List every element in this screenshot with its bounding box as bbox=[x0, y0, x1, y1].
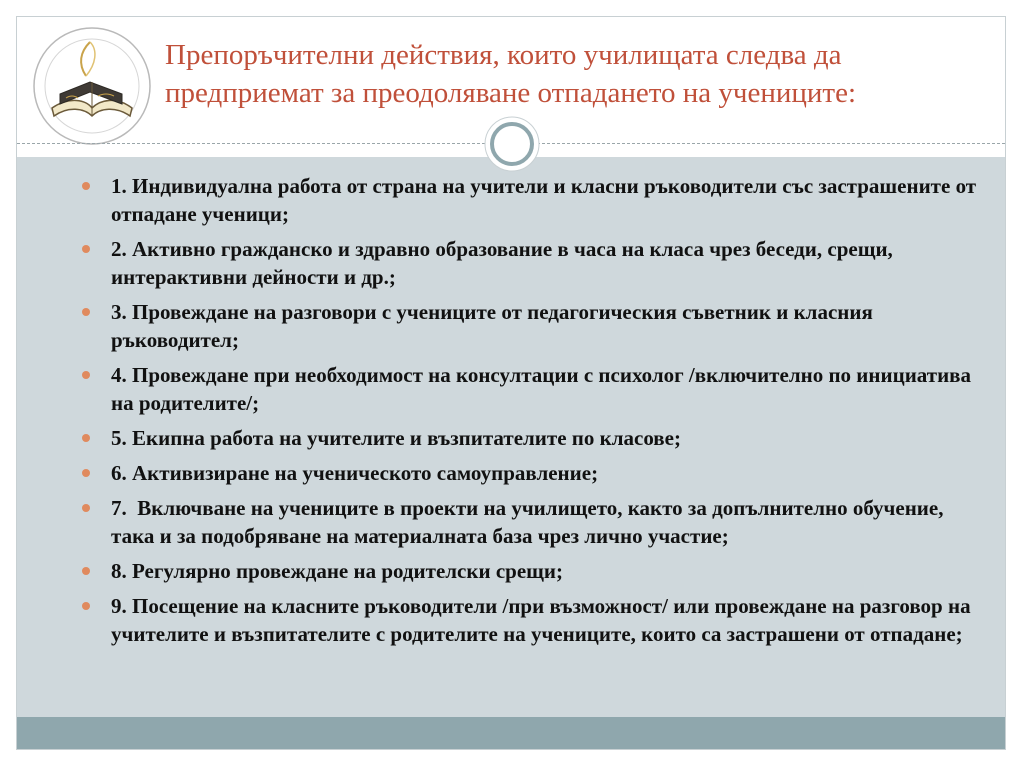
bullet-icon bbox=[82, 504, 90, 512]
bullet-icon bbox=[82, 308, 90, 316]
list-item-text: 3. Провеждане на разговори с учениците от педагогическия съветник и класния ръководител; bbox=[111, 300, 879, 352]
list-item-text: 7. Включване на учениците в проекти на училището, както за допълнително обучение, така и за подобряване на материалната база чрез лично участие; bbox=[111, 496, 949, 548]
list-item bbox=[82, 298, 982, 354]
ring-ornament-icon bbox=[484, 116, 540, 172]
action-list bbox=[82, 172, 982, 655]
list-item bbox=[82, 235, 982, 291]
list-item bbox=[82, 172, 982, 228]
bullet-icon bbox=[82, 469, 90, 477]
list-item bbox=[82, 459, 982, 487]
list-item bbox=[82, 494, 982, 550]
bullet-icon bbox=[82, 371, 90, 379]
list-item bbox=[82, 361, 982, 417]
slide-title: Препоръчителни действия, които училищата следва да предприемат за преодоляване отпадането на учениците: bbox=[165, 39, 857, 109]
list-item-text: 6. Активизиране на ученическото самоуправление; bbox=[111, 461, 599, 485]
list-item bbox=[82, 592, 982, 648]
list-item-text: 5. Екипна работа на учителите и възпитателите по класове; bbox=[111, 426, 681, 450]
bottom-band bbox=[17, 717, 1005, 750]
bullet-icon bbox=[82, 567, 90, 575]
bullet-icon bbox=[82, 245, 90, 253]
list-item-text: 9. Посещение на класните ръководители /при възможност/ или провеждане на разговор на учителите и възпитателите с родителите на учениците, които са застрашени от отпадане; bbox=[111, 594, 976, 646]
list-item-text: 8. Регулярно провеждане на родителски срещи; bbox=[111, 559, 563, 583]
list-item-text: 2. Активно гражданско и здравно образование в часа на класа чрез беседи, срещи, интерактивни дейности и др.; bbox=[111, 237, 899, 289]
book-quill-logo-icon bbox=[30, 24, 154, 148]
list-item bbox=[82, 424, 982, 452]
bullet-icon bbox=[82, 182, 90, 190]
list-item bbox=[82, 557, 982, 585]
list-item-text: 4. Провеждане при необходимост на консултации с психолог /включително по инициатива на родителите/; bbox=[111, 363, 977, 415]
bullet-icon bbox=[82, 434, 90, 442]
bullet-icon bbox=[82, 602, 90, 610]
list-item-text: 1. Индивидуална работа от страна на учители и класни ръководители със застрашените от отпадане ученици; bbox=[111, 174, 982, 226]
